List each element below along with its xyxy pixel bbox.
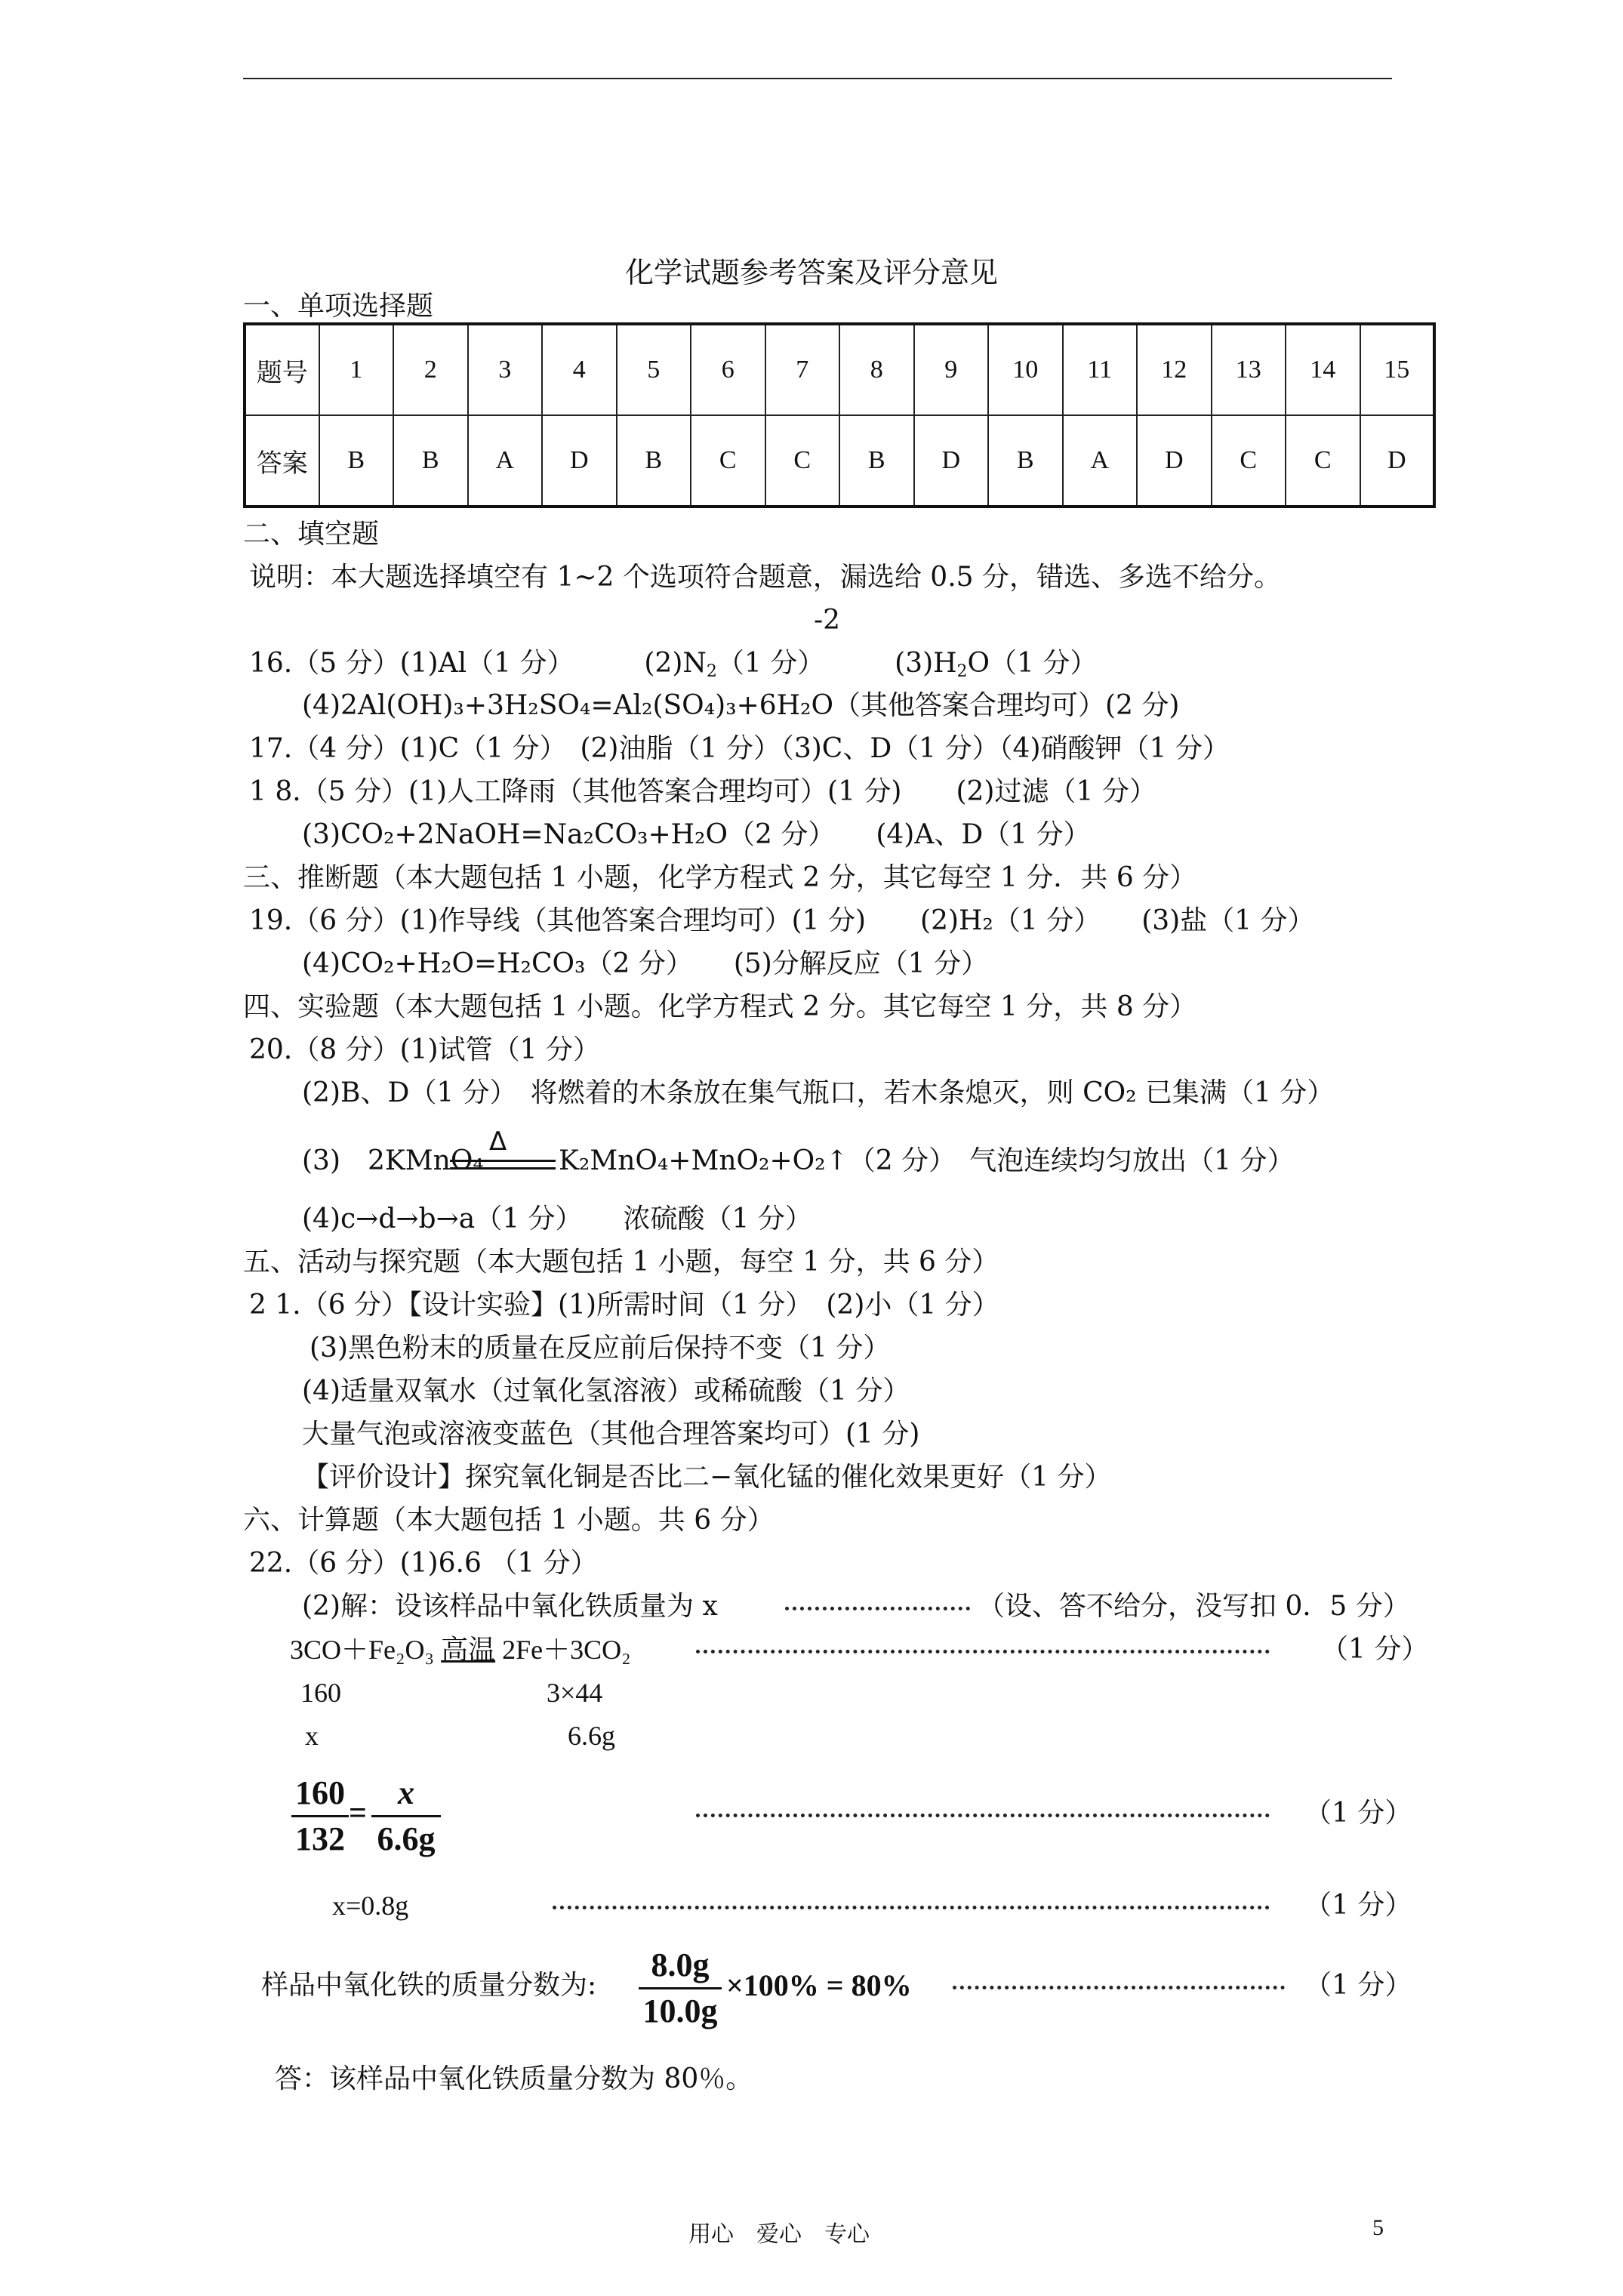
fraction-right-numerator: x: [398, 1774, 414, 1811]
section4-heading: 四、实验题（本大题包括 1 小题。化学方程式 2 分。其它每空 1 分，共 8 分）: [243, 991, 1197, 1022]
table-cell: D: [1137, 415, 1212, 507]
stray-mark: -2: [814, 605, 841, 636]
final-answer: 答：该样品中氧化铁质量分数为 80％。: [275, 2063, 753, 2094]
x-result: x=0.8g: [332, 1891, 409, 1921]
var-left: x: [305, 1721, 319, 1751]
percent-fraction: [639, 1945, 722, 2032]
heating-condition: [450, 1126, 556, 1179]
q22-line2-score: （设、答不给分，没写扣 0．5 分）: [978, 1591, 1410, 1622]
q16-part3-pre: (3)H: [895, 648, 957, 679]
percent-label: 样品中氧化铁的质量分数为:: [261, 1970, 597, 2001]
q21-line4: 大量气泡或溶液变蓝色（其他合理答案均可）(1 分): [302, 1419, 920, 1450]
q22-line1: 22.（6 分）(1)6.6 （1 分）: [249, 1548, 598, 1579]
table-cell: 12: [1137, 324, 1212, 415]
table-cell: 14: [1286, 324, 1360, 415]
table-cell: 8: [839, 324, 914, 415]
percent-numerator: 8.0g: [651, 1946, 710, 1983]
table-cell: A: [468, 415, 543, 507]
equation-condition: 高温: [441, 1635, 496, 1665]
table-cell: C: [1286, 415, 1360, 507]
equation-line: [290, 1633, 631, 1666]
table-cell: 15: [1360, 324, 1435, 415]
table-cell: 5: [617, 324, 691, 415]
table-cell: B: [839, 415, 914, 507]
page-title: 化学试题参考答案及评分意见: [624, 256, 998, 289]
table-row: [245, 415, 1434, 507]
q20-line4: (4)c→d→b→a（1 分） 浓硫酸（1 分）: [302, 1203, 812, 1234]
percent-fraction-bar: [639, 1987, 722, 1989]
q21-line2: (3)黑色粉末的质量在反应前后保持不变（1 分）: [310, 1333, 891, 1364]
q21-line5: 【评价设计】探究氧化铜是否比二−氧化锰的催化效果更好（1 分）: [302, 1462, 1112, 1493]
dotted-leader: [553, 1906, 1270, 1909]
header-rule: [243, 78, 1392, 79]
dotted-leader: [953, 1986, 1285, 1989]
table-cell: 7: [765, 324, 840, 415]
table-cell: C: [1212, 415, 1286, 507]
fraction-left-denominator: 132: [295, 1820, 345, 1857]
table-cell: B: [617, 415, 691, 507]
table-cell: C: [691, 415, 765, 507]
q16-part2-pre: (2)N: [644, 648, 707, 679]
q17-line: 17.（4 分）(1)C（1 分） (2)油脂（1 分）（3)C、D（1 分）（4)硝酸钾（1 分）: [249, 733, 1230, 764]
dotted-leader: [696, 1650, 1270, 1653]
reaction-line-bottom: [450, 1167, 556, 1170]
q20-line2: (2)B、D（1 分） 将燃着的木条放在集气瓶口，若木条熄灭，则 CO₂ 已集满（1 分）: [302, 1077, 1335, 1108]
q20-line1: 20.（8 分）(1)试管（1 分）: [249, 1034, 600, 1065]
section2-heading: 二、填空题: [243, 519, 380, 550]
q16-part2-post: （1 分）: [716, 648, 825, 679]
q18-line2: (3)CO₂+2NaOH=Na₂CO₃+H₂O（2 分） (4)A、D（1 分）: [302, 819, 1091, 850]
table-cell: 4: [542, 324, 617, 415]
equals-sign: =: [349, 1796, 367, 1831]
table-cell: C: [765, 415, 840, 507]
table-cell: 13: [1212, 324, 1286, 415]
q16-part3-sub: 2: [956, 662, 968, 681]
q19-line2: (4)CO₂+H₂O=H₂CO₃（2 分） (5)分解反应（1 分）: [302, 948, 989, 979]
table-row: [245, 324, 1434, 415]
table-cell: B: [988, 415, 1063, 507]
section1-heading: 一、单项选择题: [243, 291, 434, 322]
page-number: 5: [1372, 2215, 1384, 2240]
table-cell: 3: [468, 324, 543, 415]
fraction-right-bar: [371, 1815, 441, 1817]
q16-part2-sub: 2: [706, 662, 717, 681]
table-cell: D: [542, 415, 617, 507]
equation-score: （1 分）: [1321, 1634, 1429, 1665]
q18-line1: 1 8.（5 分）(1)人工降雨（其他答案合理均可）(1 分) (2)过滤（1 分）: [249, 776, 1156, 807]
q22-line2: (2)解：设该样品中氧化铁质量为 x: [302, 1591, 718, 1622]
table-cell: 10: [988, 324, 1063, 415]
q16-line2: (4)2Al(OH)₃+3H₂SO₄=Al₂(SO₄)₃+6H₂O（其他答案合理均可）(2 分): [302, 690, 1180, 721]
q20-line3-right: K₂MnO₄+MnO₂+O₂↑（2 分） 气泡连续均匀放出（1 分）: [559, 1145, 1295, 1176]
section3-heading: 三、推断题（本大题包括 1 小题，化学方程式 2 分，其它每空 1 分．共 6 分）: [243, 862, 1197, 893]
table-cell: 2: [393, 324, 468, 415]
dotted-leader: [696, 1814, 1270, 1817]
fraction-right-denominator: 6.6g: [377, 1820, 436, 1857]
table-cell: A: [1063, 415, 1138, 507]
table-cell: B: [319, 415, 394, 507]
q16-line1: [249, 647, 1097, 680]
table-cell: D: [914, 415, 989, 507]
molar-mass-left: 160: [300, 1678, 341, 1708]
q16-part1: 16.（5 分）(1)Al（1 分）: [249, 648, 574, 679]
q20-line3-left: (3) 2KMnO₄: [302, 1145, 484, 1176]
reaction-line-top: [450, 1160, 556, 1162]
fraction-left: [291, 1773, 349, 1860]
q21-line3: (4)适量双氧水（过氧化氢溶液）或稀硫酸（1 分）: [302, 1376, 910, 1407]
var-right: 6.6g: [568, 1721, 615, 1751]
row-header-answer: 答案: [245, 415, 319, 507]
table-cell: 6: [691, 324, 765, 415]
answer-table: [243, 322, 1436, 508]
table-cell: 1: [319, 324, 394, 415]
percent-score: （1 分）: [1304, 1970, 1412, 2001]
fraction-score: （1 分）: [1304, 1798, 1412, 1829]
fraction-left-bar: [291, 1815, 349, 1817]
equation-products: 2Fe＋3CO₂: [502, 1635, 631, 1665]
heat-triangle: Δ: [489, 1126, 507, 1157]
fraction-left-numerator: 160: [295, 1774, 345, 1811]
percent-denominator: 10.0g: [642, 1992, 718, 2029]
dotted-leader: [785, 1607, 970, 1610]
section6-heading: 六、计算题（本大题包括 1 小题。共 6 分）: [243, 1505, 775, 1536]
table-cell: 9: [914, 324, 989, 415]
section5-heading: 五、活动与探究题（本大题包括 1 小题，每空 1 分，共 6 分）: [243, 1247, 999, 1277]
section2-note: 说明：本大题选择填空有 1~2 个选项符合题意，漏选给 0.5 分，错选、多选不给分。: [249, 562, 1281, 593]
footer-slogan: 用心 爱心 专心: [688, 2221, 870, 2248]
percent-result: ×100% = 80%: [726, 1968, 912, 2002]
equation-reactants: 3CO＋Fe₂O₃: [290, 1635, 435, 1665]
table-cell: D: [1360, 415, 1435, 507]
x-result-score: （1 分）: [1304, 1890, 1412, 1921]
q19-line1: 19.（6 分）(1)作导线（其他答案合理均可）(1 分) (2)H₂（1 分） (3)盐（1 分）: [249, 905, 1315, 936]
q21-line1: 2 1.（6 分）【设计实验】(1)所需时间（1 分） (2)小（1 分）: [249, 1290, 999, 1321]
row-header-number: 题号: [245, 324, 319, 415]
q16-part3-post: O（1 分）: [967, 648, 1098, 679]
fraction-right: [371, 1773, 441, 1860]
molar-mass-right: 3×44: [547, 1678, 603, 1708]
table-cell: 11: [1063, 324, 1138, 415]
table-cell: B: [393, 415, 468, 507]
